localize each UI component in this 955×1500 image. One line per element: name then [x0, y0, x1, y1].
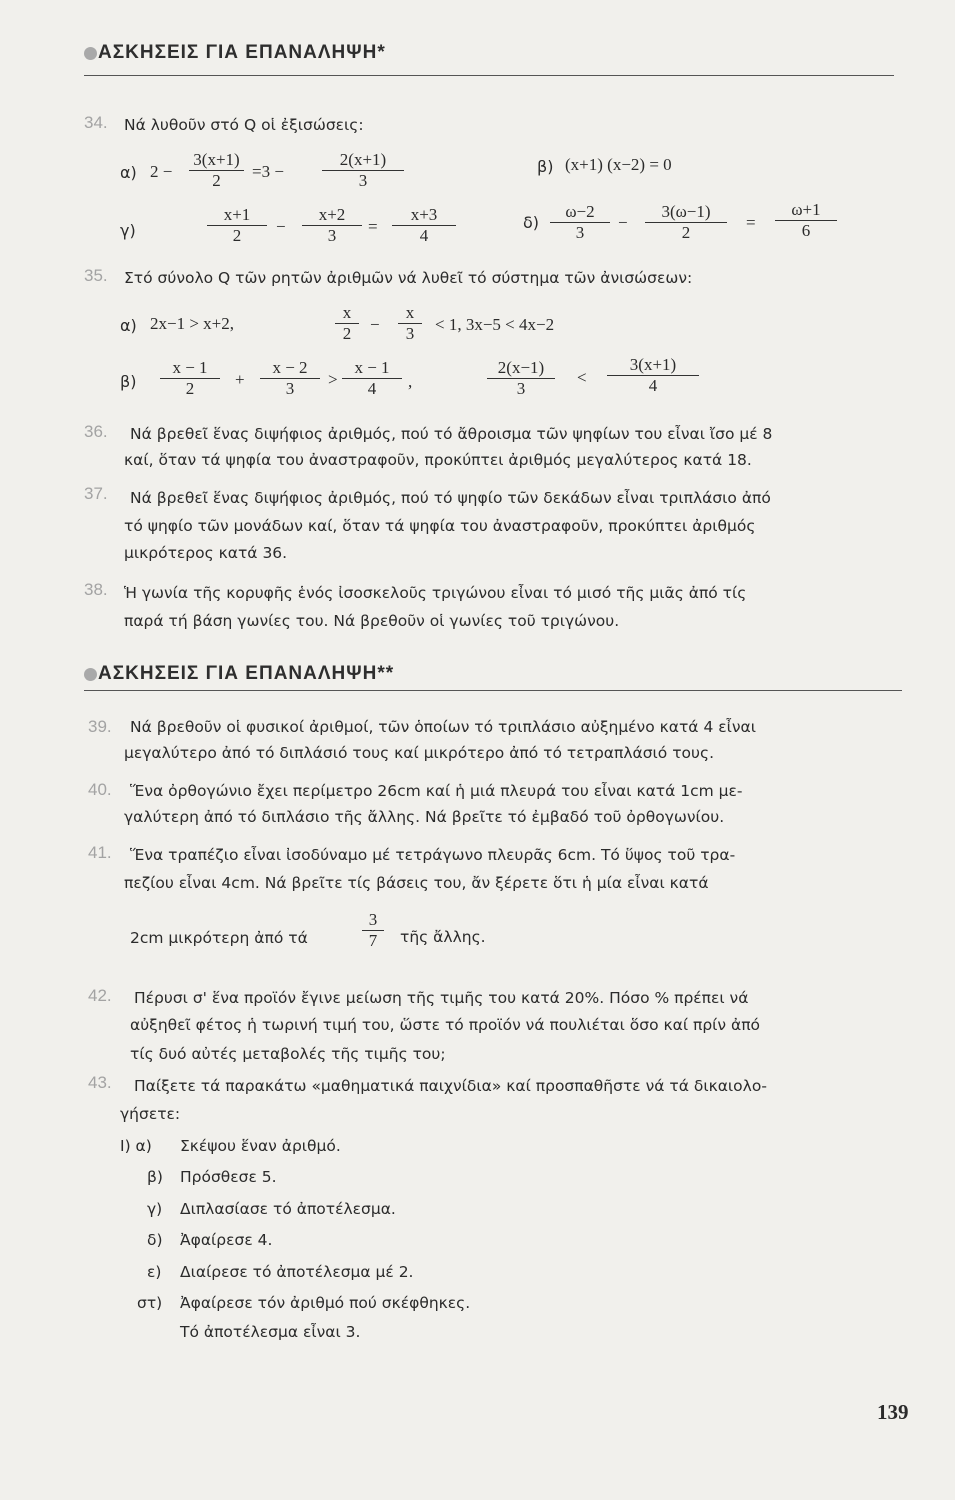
exercise-text: πεζίου εἶναι 4cm. Νά βρεῖτε τίς βάσεις του, ἄν ξέρετε ὅτι ἡ μία εἶναι κατά [124, 874, 709, 892]
exercise-number: 36. [84, 422, 108, 441]
math-term: 2x−1 > x+2, [150, 314, 235, 333]
section-title: ΑΣΚΗΣΕΙΣ ΓΙΑ ΕΠΑΝΑΛΗΨΗ* [98, 42, 386, 63]
exercise-number: 39. [88, 717, 112, 736]
exercise-number: 35. [84, 266, 108, 285]
fraction: 3(x+1) 4 [607, 355, 699, 396]
exercise-text: μεγαλύτερο ἀπό τό διπλάσιό τους καί μικρότερο ἀπό τό τετραπλάσιό τους. [124, 744, 715, 762]
fraction: 3 7 [362, 910, 384, 951]
section-title: ΑΣΚΗΣΕΙΣ ΓΙΑ ΕΠΑΝΑΛΗΨΗ** [98, 663, 395, 684]
section-bullet [84, 668, 97, 681]
math-term: < [577, 368, 587, 387]
step-text: Διπλασίασε τό ἀποτέλεσμα. [180, 1200, 396, 1218]
exercise-text: Ἕνα τραπέζιο εἶναι ἰσοδύναμο μέ τετράγωνο πλευρᾶς 6cm. Τό ὕψος τοῦ τρα- [130, 846, 736, 864]
math-term: + [235, 370, 245, 389]
item-label: β) [537, 157, 554, 176]
exercise-text: τίς δυό αὐτές μεταβολές τῆς τιμῆς του; [130, 1045, 446, 1063]
exercise-text: Νά βρεθεῖ ἕνας διψήφιος ἀριθμός, πού τό ἄθροισμα τῶν ψηφίων του εἶναι ἴσο μέ 8 [130, 425, 773, 443]
math-term: =3 − [252, 162, 284, 181]
math-term: > [328, 370, 338, 389]
fraction: 3(x+1) 2 [189, 150, 244, 191]
fraction: 3(ω−1) 2 [645, 202, 727, 243]
exercise-number: 37. [84, 484, 108, 503]
fraction: x − 1 4 [342, 358, 402, 399]
step-label: γ) [147, 1200, 163, 1218]
exercise-number: 42. [88, 986, 112, 1005]
fraction: 2(x+1) 3 [322, 150, 404, 191]
exercise-text: μικρότερος κατά 36. [124, 544, 288, 562]
exercise-text: γαλύτερη ἀπό τό διπλάσιο τῆς ἄλλης. Νά βρεῖτε τό ἐμβαδό τοῦ ὀρθογωνίου. [124, 808, 725, 826]
step-label: ε) [147, 1263, 162, 1281]
math-term: (x+1) (x−2) = 0 [565, 155, 672, 174]
fraction: x − 2 3 [260, 358, 320, 399]
item-label: β) [120, 372, 137, 391]
math-term: − [618, 213, 628, 232]
math-term: − [276, 217, 286, 236]
exercise-number: 41. [88, 843, 112, 862]
step-text: Ἀφαίρεσε τόν ἀριθμό πού σκέφθηκες. [180, 1294, 471, 1312]
item-label: γ) [120, 221, 136, 240]
section-bullet [84, 47, 97, 60]
exercise-number: 43. [88, 1073, 112, 1092]
step-text: Πρόσθεσε 5. [180, 1168, 277, 1186]
fraction: x+1 2 [207, 205, 267, 246]
fraction: ω+1 6 [775, 200, 837, 241]
exercise-text: παρά τή βάση γωνίες του. Νά βρεθοῦν οἱ γωνίες τοῦ τριγώνου. [124, 612, 620, 630]
item-label: δ) [523, 213, 540, 232]
step-label: δ) [147, 1231, 163, 1249]
exercise-number: 38. [84, 580, 108, 599]
math-term: < 1, 3x−5 < 4x−2 [435, 315, 555, 334]
step-text: Διαίρεσε τό ἀποτέλεσμα μέ 2. [180, 1263, 414, 1281]
fraction: 2(x−1) 3 [487, 358, 555, 399]
item-label: α) [120, 163, 137, 182]
page-number: 139 [877, 1400, 909, 1424]
math-term: = [368, 217, 378, 236]
item-label: α) [120, 316, 137, 335]
fraction: x+3 4 [392, 205, 456, 246]
fraction: x 2 [335, 303, 359, 344]
exercise-number: 34. [84, 113, 108, 132]
math-term: − [370, 315, 380, 334]
step-text: Ἀφαίρεσε 4. [180, 1231, 273, 1249]
exercise-text: Ἕνα ὀρθογώνιο ἔχει περίμετρο 26cm καί ἡ μιά πλευρά του εἶναι κατά 1cm με- [130, 782, 743, 800]
exercise-text: γήσετε: [120, 1105, 181, 1123]
section-rule [84, 75, 894, 76]
fraction: x − 1 2 [160, 358, 220, 399]
math-term: 2 − [150, 162, 173, 181]
step-label: β) [147, 1168, 163, 1186]
exercise-text: Παίξετε τά παρακάτω «μαθηματικά παιχνίδια» καί προσπαθῆστε νά τά δικαιολο- [134, 1077, 767, 1095]
exercise-text: 2cm μικρότερη ἀπό τά [130, 929, 308, 947]
exercise-text: Νά λυθοῦν στό Q οἱ ἐξισώσεις: [124, 116, 364, 134]
exercise-text: τῆς ἄλλης. [400, 928, 486, 946]
step-label: στ) [137, 1294, 163, 1312]
fraction: ω−2 3 [550, 202, 610, 243]
exercise-text: αὐξηθεῖ φέτος ἡ τωρινή τιμή του, ὥστε τό προϊόν νά πουλιέται ὅσο καί πρίν ἀπό [130, 1016, 761, 1034]
exercise-text: τό ψηφίο τῶν μονάδων καί, ὅταν τά ψηφία του ἀναστραφοῦν, προκύπτει ἀριθμός [124, 517, 756, 535]
exercise-text: καί, ὅταν τά ψηφία του ἀναστραφοῦν, προκύπτει ἀριθμός μεγαλύτερος κατά 18. [124, 451, 752, 469]
exercise-text: Πέρυσι σ' ἕνα προϊόν ἔγινε μείωση τῆς τιμῆς του κατά 20%. Πόσο % πρέπει νά [134, 989, 749, 1007]
math-term: = [746, 213, 756, 232]
math-term: , [408, 372, 413, 391]
exercise-number: 40. [88, 780, 112, 799]
exercise-text: Νά βρεθοῦν οἱ φυσικοί ἀριθμοί, τῶν ὁποίων τό τριπλάσιο αὐξημένο κατά 4 εἶναι [130, 718, 756, 736]
exercise-text: Ἡ γωνία τῆς κορυφῆς ἑνός ἰσοσκελοῦς τριγώνου εἶναι τό μισό τῆς μιᾶς ἀπό τίς [124, 584, 747, 602]
exercise-text: Νά βρεθεῖ ἕνας διψήφιος ἀριθμός, πού τό ψηφίο τῶν δεκάδων εἶναι τριπλάσιο ἀπό [130, 489, 771, 507]
step-result: Τό ἀποτέλεσμα εἶναι 3. [180, 1323, 361, 1341]
fraction: x+2 3 [302, 205, 362, 246]
step-label: I) α) [120, 1137, 152, 1155]
fraction: x 3 [398, 303, 422, 344]
step-text: Σκέψου ἕναν ἀριθμό. [180, 1137, 341, 1155]
section-rule [84, 690, 902, 691]
exercise-text: Στό σύνολο Q τῶν ρητῶν ἀριθμῶν νά λυθεῖ τό σύστημα τῶν ἀνισώσεων: [124, 269, 693, 287]
